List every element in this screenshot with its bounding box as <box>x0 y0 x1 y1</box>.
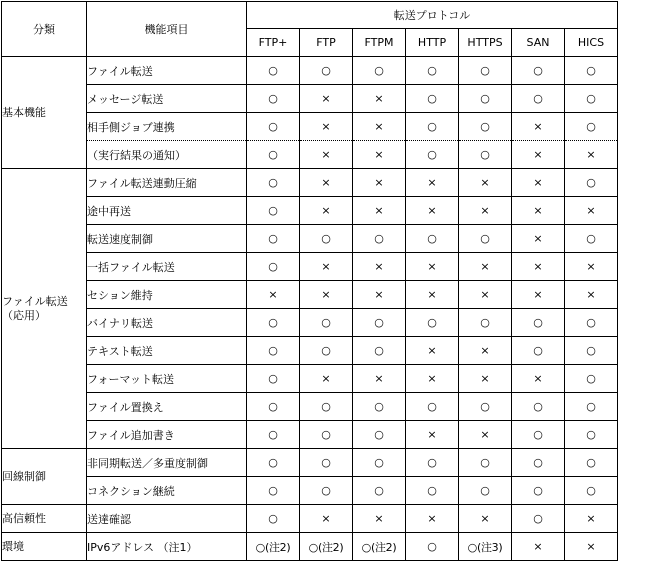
table-row <box>2 57 618 85</box>
support-mark-cell: ○ <box>406 393 459 421</box>
support-mark-cell: ○ <box>406 533 459 561</box>
table-row <box>2 533 618 561</box>
feature-item-cell: ファイル転送 <box>87 57 247 85</box>
feature-item-cell: セション維持 <box>87 281 247 309</box>
table-row <box>2 421 618 449</box>
support-mark-cell: ○ <box>406 57 459 85</box>
feature-item-cell: ファイル追加書き <box>87 421 247 449</box>
support-mark-cell: ○ <box>247 225 300 253</box>
support-mark-cell: × <box>353 253 406 281</box>
header-protocol-ftp-plus: FTP+ <box>247 29 300 57</box>
support-mark-cell: × <box>247 281 300 309</box>
support-mark-cell: × <box>565 197 618 225</box>
table-row <box>2 449 618 477</box>
feature-item-cell: フォーマット転送 <box>87 365 247 393</box>
support-mark-cell: ○(注2) <box>247 533 300 561</box>
support-mark-cell: ○ <box>459 113 512 141</box>
header-protocol-https: HTTPS <box>459 29 512 57</box>
support-mark-cell: × <box>512 113 565 141</box>
support-mark-cell: ○ <box>353 225 406 253</box>
support-mark-cell: ○ <box>459 85 512 113</box>
support-mark-cell: × <box>565 533 618 561</box>
feature-item-cell: メッセージ転送 <box>87 85 247 113</box>
support-mark-cell: × <box>512 533 565 561</box>
support-mark-cell: × <box>353 197 406 225</box>
header-protocol-hics: HICS <box>565 29 618 57</box>
support-mark-cell: × <box>300 253 353 281</box>
support-mark-cell: ○ <box>353 449 406 477</box>
support-mark-cell: ○ <box>565 309 618 337</box>
support-mark-cell: ○ <box>247 309 300 337</box>
support-mark-cell: × <box>459 253 512 281</box>
support-mark-cell: ○ <box>512 337 565 365</box>
table-row <box>2 253 618 281</box>
support-mark-cell: ○ <box>565 477 618 505</box>
support-mark-cell: ○ <box>353 337 406 365</box>
feature-item-cell: （実行結果の通知） <box>87 141 247 169</box>
support-mark-cell: × <box>353 141 406 169</box>
support-mark-cell: × <box>406 337 459 365</box>
support-mark-cell: × <box>406 169 459 197</box>
support-mark-cell: ○ <box>300 449 353 477</box>
support-mark-cell: ○ <box>565 113 618 141</box>
support-mark-cell: × <box>300 85 353 113</box>
support-mark-cell: ○ <box>300 477 353 505</box>
support-mark-cell: × <box>406 421 459 449</box>
feature-item-cell: 送達確認 <box>87 505 247 533</box>
table-row <box>2 393 618 421</box>
support-mark-cell: ○ <box>565 449 618 477</box>
feature-item-cell: コネクション継続 <box>87 477 247 505</box>
support-mark-cell: × <box>353 281 406 309</box>
support-mark-cell: ○ <box>459 225 512 253</box>
support-mark-cell: ○ <box>459 477 512 505</box>
protocol-feature-table <box>1 1 618 561</box>
support-mark-cell: × <box>512 197 565 225</box>
support-mark-cell: × <box>459 421 512 449</box>
support-mark-cell: × <box>565 141 618 169</box>
support-mark-cell: ○ <box>459 57 512 85</box>
support-mark-cell: ○ <box>300 421 353 449</box>
support-mark-cell: ○ <box>247 57 300 85</box>
support-mark-cell: ○ <box>565 393 618 421</box>
category-cell: 回線制御 <box>2 449 87 505</box>
support-mark-cell: × <box>512 225 565 253</box>
support-mark-cell: ○ <box>565 337 618 365</box>
category-cell: ファイル転送 （応用） <box>2 169 87 449</box>
support-mark-cell: ○ <box>459 449 512 477</box>
support-mark-cell: × <box>459 169 512 197</box>
support-mark-cell: ○ <box>300 309 353 337</box>
header-protocol-ftp: FTP <box>300 29 353 57</box>
table-row <box>2 113 618 141</box>
table-row <box>2 365 618 393</box>
feature-item-cell: ファイル転送連動圧縮 <box>87 169 247 197</box>
support-mark-cell: ○ <box>247 141 300 169</box>
support-mark-cell: ○ <box>406 449 459 477</box>
header-protocol-ftpm: FTPM <box>353 29 406 57</box>
support-mark-cell: ○ <box>247 477 300 505</box>
feature-item-cell: ファイル置換え <box>87 393 247 421</box>
support-mark-cell: ○ <box>406 141 459 169</box>
feature-item-cell: バイナリ転送 <box>87 309 247 337</box>
support-mark-cell: ○(注3) <box>459 533 512 561</box>
feature-item-cell: テキスト転送 <box>87 337 247 365</box>
support-mark-cell: × <box>406 281 459 309</box>
category-cell: 高信頼性 <box>2 505 87 533</box>
support-mark-cell: × <box>353 113 406 141</box>
support-mark-cell: ○ <box>565 225 618 253</box>
support-mark-cell: ○ <box>247 393 300 421</box>
support-mark-cell: ○ <box>300 393 353 421</box>
support-mark-cell: ○ <box>247 421 300 449</box>
table-row <box>2 85 618 113</box>
support-mark-cell: ○ <box>247 197 300 225</box>
support-mark-cell: ○ <box>406 225 459 253</box>
support-mark-cell: ○ <box>459 141 512 169</box>
support-mark-cell: ○ <box>247 253 300 281</box>
support-mark-cell: ○ <box>300 57 353 85</box>
support-mark-cell: ○ <box>300 225 353 253</box>
support-mark-cell: ○ <box>247 337 300 365</box>
support-mark-cell: × <box>406 197 459 225</box>
support-mark-cell: ○ <box>512 309 565 337</box>
support-mark-cell: ○ <box>406 113 459 141</box>
feature-item-cell: 非同期転送／多重度制御 <box>87 449 247 477</box>
support-mark-cell: × <box>512 141 565 169</box>
support-mark-cell: ○ <box>459 393 512 421</box>
support-mark-cell: ○ <box>353 477 406 505</box>
support-mark-cell: ○(注2) <box>353 533 406 561</box>
support-mark-cell: × <box>300 365 353 393</box>
support-mark-cell: × <box>300 113 353 141</box>
support-mark-cell: ○ <box>247 365 300 393</box>
support-mark-cell: ○ <box>300 337 353 365</box>
support-mark-cell: × <box>300 169 353 197</box>
support-mark-cell: ○(注2) <box>300 533 353 561</box>
support-mark-cell: ○ <box>459 309 512 337</box>
support-mark-cell: ○ <box>565 85 618 113</box>
support-mark-cell: ○ <box>353 421 406 449</box>
table-row <box>2 197 618 225</box>
support-mark-cell: × <box>459 337 512 365</box>
support-mark-cell: ○ <box>512 57 565 85</box>
support-mark-cell: ○ <box>247 169 300 197</box>
support-mark-cell: ○ <box>406 85 459 113</box>
support-mark-cell: ○ <box>247 449 300 477</box>
support-mark-cell: × <box>565 505 618 533</box>
support-mark-cell: × <box>459 505 512 533</box>
support-mark-cell: ○ <box>512 505 565 533</box>
support-mark-cell: × <box>512 365 565 393</box>
header-protocol: 転送プロトコル <box>247 2 618 29</box>
support-mark-cell: × <box>459 365 512 393</box>
support-mark-cell: × <box>459 197 512 225</box>
support-mark-cell: × <box>406 365 459 393</box>
support-mark-cell: × <box>353 365 406 393</box>
support-mark-cell: ○ <box>512 393 565 421</box>
feature-item-cell: IPv6アドレス （注1） <box>87 533 247 561</box>
support-mark-cell: × <box>512 253 565 281</box>
support-mark-cell: ○ <box>353 57 406 85</box>
support-mark-cell: ○ <box>247 505 300 533</box>
table-row <box>2 477 618 505</box>
feature-item-cell: 転送速度制御 <box>87 225 247 253</box>
support-mark-cell: × <box>300 197 353 225</box>
support-mark-cell: ○ <box>565 169 618 197</box>
support-mark-cell: ○ <box>565 421 618 449</box>
support-mark-cell: × <box>406 505 459 533</box>
table-row <box>2 225 618 253</box>
support-mark-cell: × <box>353 85 406 113</box>
support-mark-cell: ○ <box>565 57 618 85</box>
support-mark-cell: ○ <box>565 365 618 393</box>
support-mark-cell: ○ <box>353 393 406 421</box>
feature-item-cell: 一括ファイル転送 <box>87 253 247 281</box>
feature-item-cell: 途中再送 <box>87 197 247 225</box>
support-mark-cell: ○ <box>512 477 565 505</box>
support-mark-cell: × <box>353 169 406 197</box>
support-mark-cell: × <box>565 253 618 281</box>
table-row <box>2 281 618 309</box>
support-mark-cell: ○ <box>247 113 300 141</box>
header-item: 機能項目 <box>87 2 247 57</box>
support-mark-cell: ○ <box>406 309 459 337</box>
support-mark-cell: × <box>406 253 459 281</box>
table-row <box>2 309 618 337</box>
support-mark-cell: ○ <box>353 309 406 337</box>
table-row <box>2 505 618 533</box>
support-mark-cell: × <box>300 505 353 533</box>
support-mark-cell: × <box>300 281 353 309</box>
header-category: 分類 <box>2 2 87 57</box>
category-cell: 基本機能 <box>2 57 87 169</box>
support-mark-cell: ○ <box>512 85 565 113</box>
support-mark-cell: ○ <box>247 85 300 113</box>
support-mark-cell: ○ <box>406 477 459 505</box>
support-mark-cell: × <box>300 141 353 169</box>
category-cell: 環境 <box>2 533 87 561</box>
support-mark-cell: × <box>459 281 512 309</box>
feature-item-cell: 相手側ジョブ連携 <box>87 113 247 141</box>
support-mark-cell: × <box>512 169 565 197</box>
support-mark-cell: × <box>512 281 565 309</box>
header-protocol-san: SAN <box>512 29 565 57</box>
support-mark-cell: × <box>353 505 406 533</box>
table-row <box>2 141 618 169</box>
table-row <box>2 337 618 365</box>
support-mark-cell: ○ <box>512 421 565 449</box>
support-mark-cell: × <box>565 281 618 309</box>
header-protocol-http: HTTP <box>406 29 459 57</box>
support-mark-cell: ○ <box>512 449 565 477</box>
table-row <box>2 169 618 197</box>
